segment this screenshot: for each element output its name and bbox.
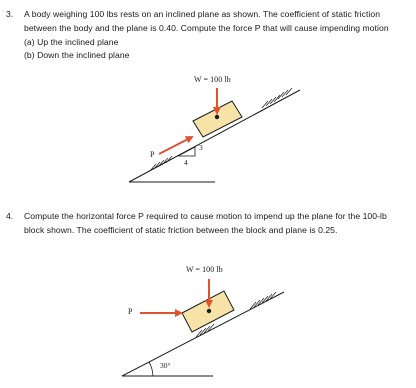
problem-4-line-2: block shown. The coefficient of static friction between the block and plane is 0.25. — [24, 225, 338, 235]
slope-run-label: 4 — [184, 158, 188, 167]
angle-label: 30° — [160, 361, 171, 370]
problem-4-force-label: P — [128, 307, 133, 316]
slope-rise-label: 3 — [199, 143, 203, 152]
center-of-mass-dot-4 — [207, 309, 211, 313]
problem-3-number: 3. — [6, 9, 14, 19]
angle-arc — [149, 362, 153, 376]
problem-4-number: 4. — [6, 211, 14, 221]
problem-3-force-label: P — [150, 150, 155, 159]
problem-3-line-1: A body weighing 100 lbs rests on an inclined plane as shown. The coefficient of static friction — [24, 9, 381, 19]
problem-4-line-1: Compute the horizontal force P required to cause motion to impend up the plane for the 100-lb — [24, 211, 387, 221]
problem-3-part-a: (a) Up the inclined plane — [24, 37, 119, 47]
problem-3-weight-label: W = 100 lb — [194, 75, 231, 84]
problem-4-weight-label: W = 100 lb — [186, 265, 223, 274]
problem-3-part-b: (b) Down the inclined plane — [24, 50, 130, 60]
problem-3-line-2: between the body and the plane is 0.40. Compute the force P that will cause impending motion — [24, 23, 389, 33]
